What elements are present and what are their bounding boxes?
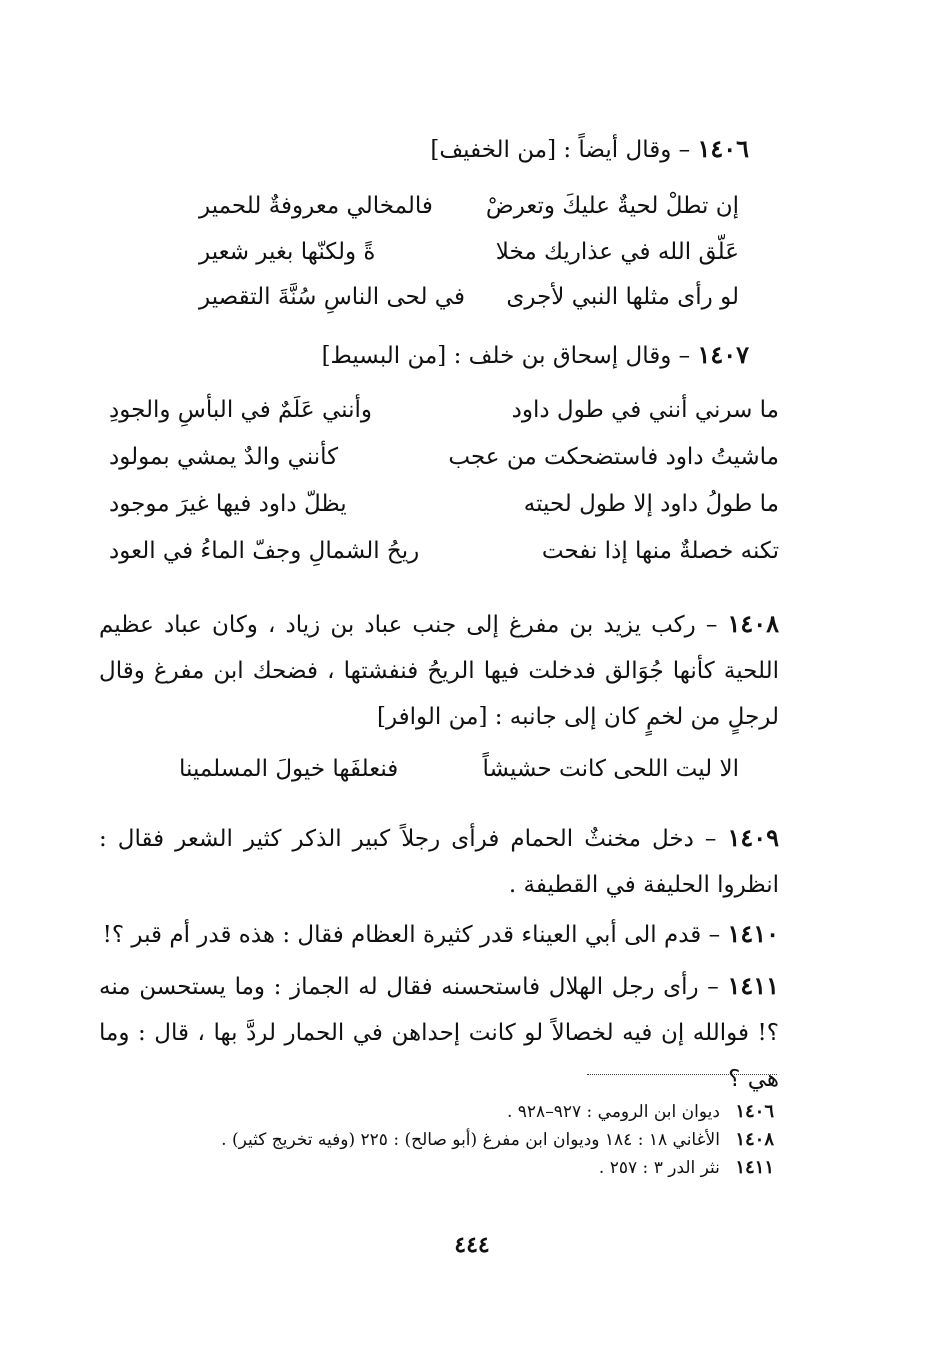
entry-number: ١٤٠٩ bbox=[727, 823, 780, 852]
verse-second-hemistich: في لحى الناسِ سُنَّةَ التقصير bbox=[199, 284, 465, 310]
verse-first-hemistich: الا ليت اللحى كانت حشيشاً bbox=[482, 756, 739, 782]
footnote-text: ديوان ابن الرومي : ٩٢٧–٩٢٨ . bbox=[506, 1102, 720, 1122]
entry-number: ١٤٠٨ bbox=[727, 609, 779, 638]
footnote bbox=[599, 1157, 774, 1178]
entry-1411 bbox=[99, 963, 779, 1102]
entry-title: – وقال إسحاق بن خلف : [من البسيط] bbox=[321, 343, 691, 369]
verse-line bbox=[109, 491, 779, 517]
footnote-text: نثر الدر ٣ : ٢٥٧ . bbox=[598, 1158, 720, 1178]
footnote-text: الأغاني ١٨ : ١٨٤ وديوان ابن مفرغ (أبو صالح) : ٢٢٥ (وفيه تخريج كثير) . bbox=[221, 1130, 720, 1150]
entry-text: – ركب يزيد بن مفرغ إلى جنب عباد بن زياد ، وكان عباد عظيم اللحية كأنها جُوَالق فدخلت فيها الريحُ فنفشتها ، فضحك ابن مفرغ وقال لرجلٍ من لخمٍ كان إلى جانبه : [من الوافر] bbox=[99, 612, 779, 730]
verse-line bbox=[109, 444, 779, 470]
verse-second-hemistich: يظلّ داود فيها غيرَ موجود bbox=[109, 491, 347, 517]
footnote-divider bbox=[587, 1074, 777, 1075]
verse-second-hemistich: فنعلفَها خيولَ المسلمينا bbox=[179, 756, 399, 782]
verse-second-hemistich: ةً ولكنّها بغير شعير bbox=[199, 239, 376, 265]
entry-1409 bbox=[99, 815, 779, 908]
verse-first-hemistich: لو رأى مثلها النبي لأجرى bbox=[506, 284, 739, 310]
verse-line bbox=[179, 756, 739, 782]
verse-first-hemistich: تكنه خصلةٌ منها إذا نفحت bbox=[541, 538, 779, 564]
entry-1410 bbox=[99, 911, 779, 958]
verse-first-hemistich: ما طولُ داود إلا طول لحيته bbox=[523, 491, 779, 517]
verse-second-hemistich: فالمخالي معروفةٌ للحمير bbox=[199, 193, 433, 219]
entry-1407-heading bbox=[322, 340, 749, 369]
footnote-number: ١٤٠٦ bbox=[735, 1101, 774, 1122]
verse-first-hemistich: إن تطلْ لحيةٌ عليكَ وتعرضْ bbox=[485, 193, 739, 219]
verse-line bbox=[199, 239, 739, 265]
entry-number: ١٤١٠ bbox=[727, 919, 779, 948]
footnote-number: ١٤٠٨ bbox=[735, 1129, 774, 1150]
entry-text: – دخل مخنثٌ الحمام فرأى رجلاً كبير الذكر كثير الشعر فقال : انظروا الحليفة في القطيفة . bbox=[99, 826, 779, 898]
verse-line bbox=[199, 193, 739, 219]
footnote-number: ١٤١١ bbox=[735, 1157, 774, 1178]
verse-second-hemistich: ريحُ الشمالِ وجفّ الماءُ في العود bbox=[109, 538, 420, 564]
verse-first-hemistich: ما سرني أنني في طول داود bbox=[511, 397, 779, 423]
footnote bbox=[221, 1129, 774, 1150]
verse-second-hemistich: وأنني عَلَمٌ في البأسِ والجودِ bbox=[109, 397, 372, 423]
entry-text: – قدم الى أبي العيناء قدر كثيرة العظام فقال : هذه قدر أم قبر ؟! bbox=[102, 922, 721, 948]
verse-first-hemistich: ماشيتُ داود فاستضحكت من عجب bbox=[448, 444, 779, 470]
entry-number: ١٤٠٧ bbox=[697, 340, 749, 369]
entry-text: – رأى رجل الهلال فاستحسنه فقال له الجماز : وما يستحسن منه ؟! فوالله إن فيه لخصالاً لو كانت إحداهن في الحمار لردَّ بها ، قال : وما هي ؟ bbox=[99, 974, 779, 1092]
verse-line bbox=[109, 538, 779, 564]
verse-line bbox=[109, 397, 779, 423]
footnote bbox=[507, 1101, 774, 1122]
entry-1408 bbox=[99, 601, 779, 740]
entry-number: ١٤٠٦ bbox=[697, 134, 749, 163]
entry-title: – وقال أيضاً : [من الخفيف] bbox=[430, 137, 691, 163]
verse-first-hemistich: عَلّق الله في عذاريك مخلا bbox=[495, 239, 739, 265]
verse-line bbox=[199, 284, 739, 310]
entry-number: ١٤١١ bbox=[727, 971, 779, 1000]
verse-second-hemistich: كأنني والدٌ يمشي بمولود bbox=[109, 444, 339, 470]
page-number: ٤٤٤ bbox=[454, 1232, 490, 1258]
entry-1406-heading bbox=[430, 134, 749, 163]
